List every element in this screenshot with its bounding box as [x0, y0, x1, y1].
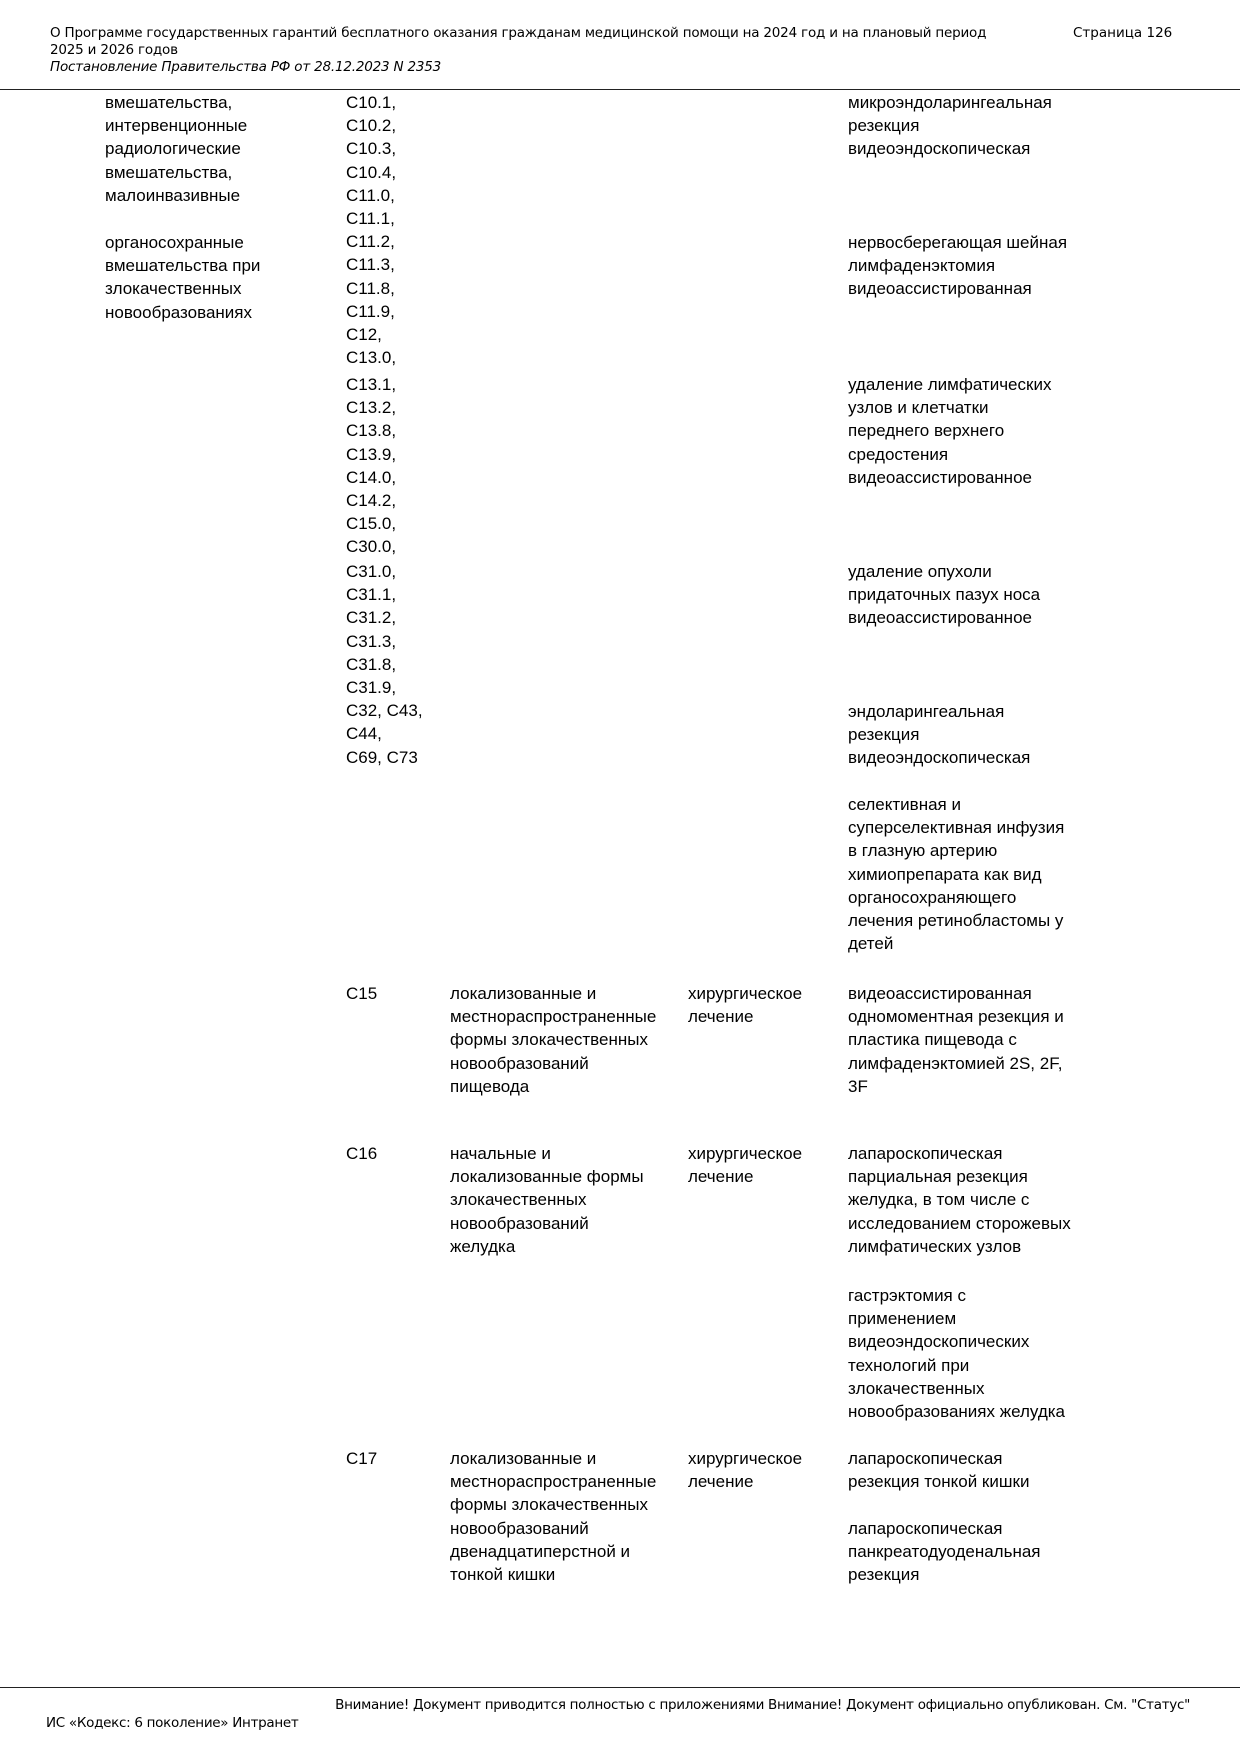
footer-divider [0, 1687, 1240, 1688]
treatment-method: эндоларингеальная резекция видеоэндоскопическая [848, 702, 1031, 768]
treatment-type: хирургическое лечение [688, 1449, 803, 1492]
treatment-type: хирургическое лечение [688, 1144, 803, 1187]
treatment-method: лапароскопическая резекция тонкой кишки [848, 1449, 1030, 1492]
document-header [50, 25, 1190, 76]
header-divider [0, 89, 1240, 90]
patient-model: начальные и локализованные формы злокачественных новообразований желудка [450, 1144, 644, 1256]
treatment-method: селективная и суперселективная инфузия в глазную артерию химиопрепарата как вид органосохраняющего лечения ретинобластомы у детей [848, 795, 1065, 954]
diagnosis-codes-block-2: C13.1, C13.2, C13.8, C13.9, C14.0, C14.2, C15.0, C30.0, [346, 375, 397, 557]
treatment-type: хирургическое лечение [688, 984, 803, 1027]
document-title: О Программе государственных гарантий бесплатного оказания гражданам медицинской помощи на 2024 год и на плановый период 2025 и 2026 годов [50, 25, 987, 58]
diagnosis-code: C16 [346, 1144, 378, 1163]
footer-notice: Внимание! Документ приводится полностью с приложениями Внимание! Документ официально опубликован. См. "Статус" [335, 1697, 1190, 1713]
group-description-part1: вмешательства, интервенционные радиологические вмешательства, малоинвазивные [105, 93, 248, 205]
treatment-method: удаление лимфатических узлов и клетчатки переднего верхнего средостения видеоассистированное [848, 375, 1052, 487]
diagnosis-codes-block-1: C10.1, C10.2, C10.3, C10.4, C11.0, C11.1, C11.2, C11.3, C11.8, C11.9, C12, C13.0, [346, 93, 397, 368]
document-subtitle: Постановление Правительства РФ от 28.12.2023 N 2353 [50, 59, 442, 75]
footer-system-name: ИС «Кодекс: 6 поколение» Интранет [46, 1715, 299, 1731]
treatment-method: удаление опухоли придаточных пазух носа видеоассистированное [848, 562, 1041, 628]
treatment-method: нервосберегающая шейная лимфаденэктомия видеоассистированная [848, 233, 1068, 299]
treatment-method: микроэндоларингеальная резекция видеоэндоскопическая [848, 93, 1052, 159]
group-description-part2: органосохранные вмешательства при злокачественных новообразованиях [105, 233, 261, 322]
diagnosis-code: C17 [346, 1449, 378, 1468]
patient-model: локализованные и местнораспространенные формы злокачественных новообразований двенадцатиперстной и тонкой кишки [450, 1449, 657, 1585]
treatment-method: гастрэктомия с применением видеоэндоскопических технологий при злокачественных новообразованиях желудка [848, 1286, 1066, 1422]
page-number: Страница 126 [1073, 25, 1173, 41]
treatment-method: видеоассистированная одномоментная резекция и пластика пищевода с лимфаденэктомией 2S, 2F, 3F [848, 984, 1064, 1096]
patient-model: локализованные и местнораспространенные формы злокачественных новообразований пищевода [450, 984, 657, 1096]
treatment-method: лапароскопическая панкреатодуоденальная резекция [848, 1519, 1041, 1585]
diagnosis-codes-block-3: C31.0, C31.1, C31.2, C31.3, C31.8, C31.9, C32, C43, C44, C69, C73 [346, 562, 423, 767]
treatment-method: лапароскопическая парциальная резекция желудка, в том числе с исследованием сторожевых лимфатических узлов [848, 1144, 1071, 1256]
diagnosis-code: C15 [346, 984, 378, 1003]
